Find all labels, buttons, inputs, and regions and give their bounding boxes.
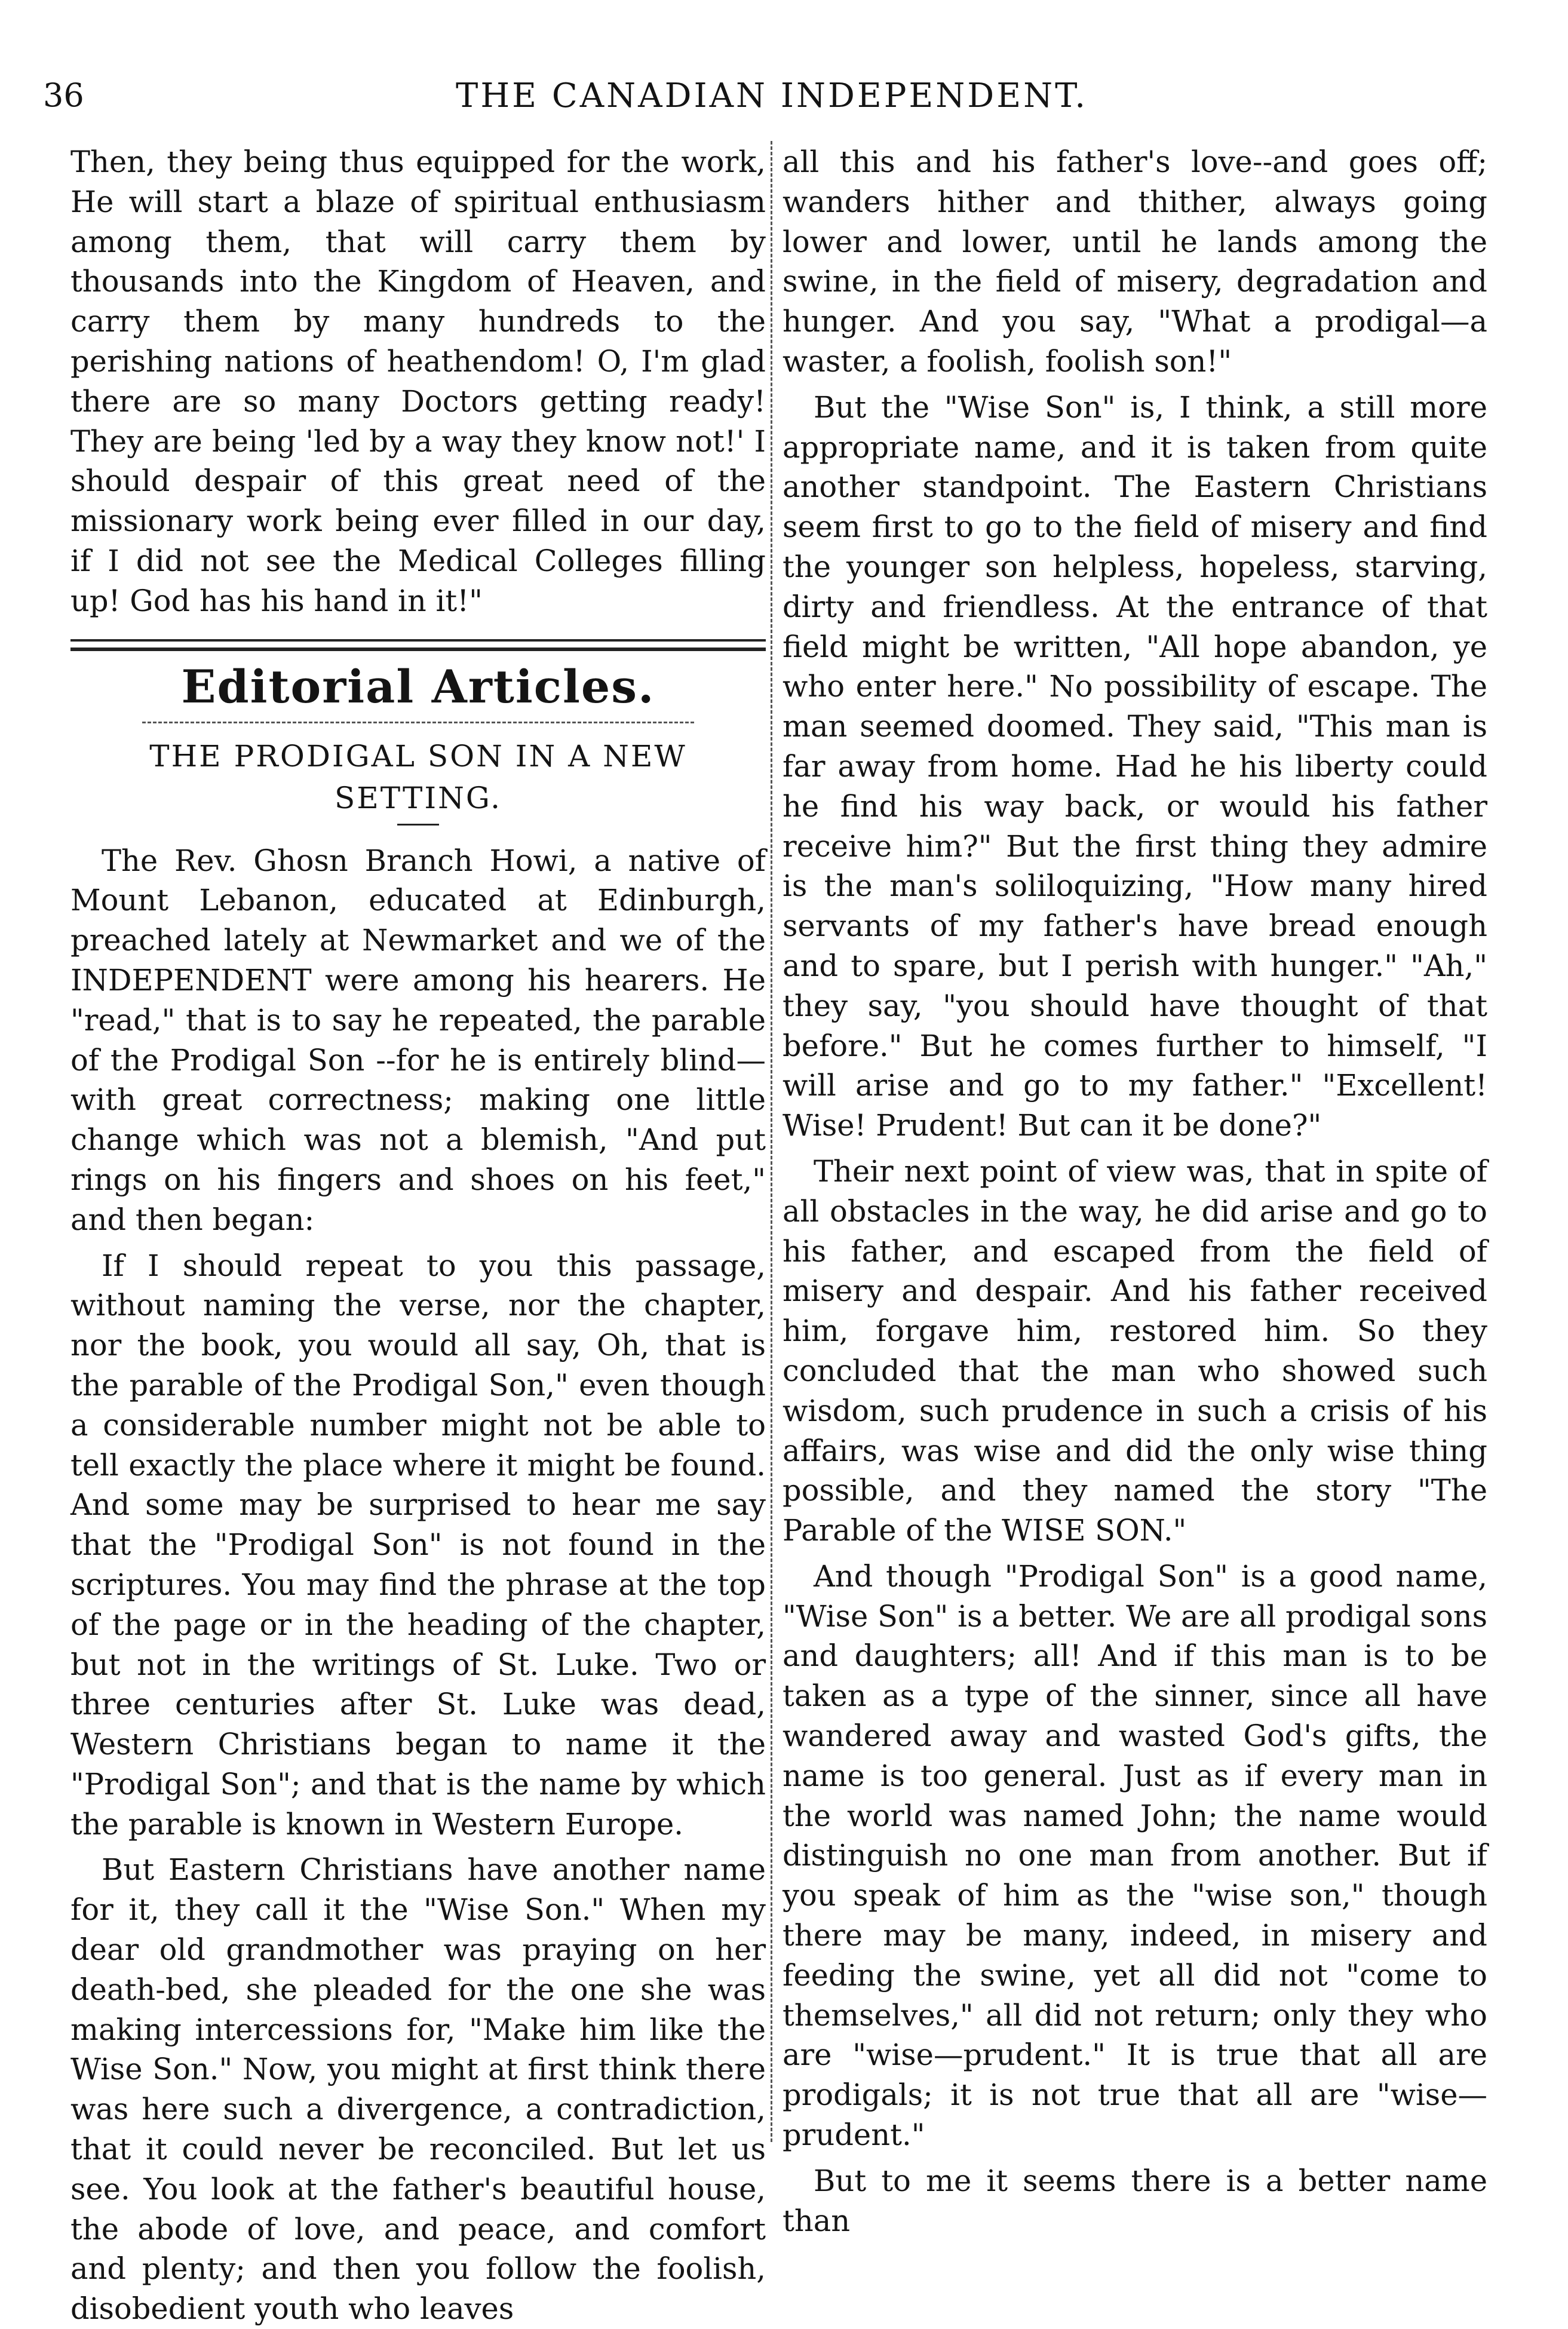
dashed-rule [142,722,694,723]
right-column [783,142,1487,2241]
article-paragraph: all this and his father's love--and goes off; wanders hither and thither, always going lower and lower, until he lands among the swine, in the field of misery, degradation and hunger. And you say, "What a prodigal—a waster, a foolish, foolish son!" [783,145,1487,379]
article-paragraph: And though "Prodigal Son" is a good name, "Wise Son" is a better. We are all prodigal sons and daughters; all! And if this man is to be taken as a type of the sinner, since all have wandered away and wasted God's gifts, the name is too general. Just as if every man in the world was named John; the name would distinguish no one man from another. But if you speak of him as the "wise son," though there may be many, indeed, in misery and feeding the swine, yet all did not "come to themselves," all did not return; only they who are "wise—prudent." It is true that all are prodigals; it is not true that all are "wise—prudent." [783,1558,1487,2153]
column-divider [771,141,772,2142]
page-number: 36 [43,76,84,114]
article-paragraph: If I should repeat to you this passage, without naming the verse, nor the chapter, nor the book, you would all say, Oh, that is the parable of the Prodigal Son," even though a considerable number might not be able to tell exactly the place where it might be found. And some may be surprised to hear me say that the "Prodigal Son" is not found in the scriptures. You may find the phrase at the top of the page or in the heading of the chapter, but not in the writings of St. Luke. Two or three centuries after St. Luke was dead, Western Christians began to name it the "Prodigal Son"; and that is the name by which the parable is known in Western Europe. [70,1248,766,1842]
article-paragraph: But the "Wise Son" is, I think, a still more appropriate name, and it is taken from quite another standpoint. The Eastern Christians seem first to go to the field of misery and find the younger son helpless, hopeless, starving, dirty and friendless. At the entrance of that field might be written, "All hope abandon, ye who enter here." No possibility of escape. The man seemed doomed. They said, "This man is far away from home. Had he his liberty could he find his way back, or would his father receive him?" But the first thing they admire is the man's soliloquizing, "How many hired servants of my father's have bread enough and to spare, but I perish with hunger." "Ah," they say, "you should have thought of that before." But he comes further to himself, "I will arise and go to my father." "Excellent! Wise! Prudent! But can it be done?" [783,389,1487,1143]
section-rule [70,639,766,651]
article-paragraph: The Rev. Ghosn Branch Howi, a native of Mount Lebanon, educated at Edinburgh, preached lately at Newmarket and we of the INDEPENDENT were among his hearers. He "read," that is to say he repeated, the parable of the Prodigal Son --for he is entirely blind—with great correctness; making one little change which was not a blemish, "And put rings on his fingers and shoes on his feet," and then began: [70,843,766,1237]
left-column [70,142,766,2329]
article-title: THE PRODIGAL SON IN A NEW SETTING. [149,738,687,815]
intro-paragraph: Then, they being thus equipped for the work, He will start a blaze of spiritual enthusiasm among them, that will carry them by thousands into the Kingdom of Heaven, and carry them by many hundreds to the perishing nations of heathendom! O, I'm glad there are so many Doctors getting ready! They are being 'led by a way they know not!' I should despair of this great need of the missionary work being ever filled in our day, if I did not see the Medical Colleges filling up! God has his hand in it!" [70,145,766,618]
running-title: THE CANADIAN INDEPENDENT. [455,76,1088,115]
article-paragraph: Their next point of view was, that in spite of all obstacles in the way, he did arise and go to his father, and escaped from the field of misery and despair. And his father received him, forgave him, restored him. So they concluded that the man who showed such wisdom, such prudence in such a crisis of his affairs, was wise and did the only wise thing possible, and they named the story "The Parable of the WISE SON." [783,1153,1487,1548]
title-rule [397,824,439,826]
article-paragraph: But Eastern Christians have another name for it, they call it the "Wise Son." When my dear old grandmother was praying on her death-bed, she pleaded for the one she was making intercessions for, "Make him like the Wise Son." Now, you might at first think there was here such a divergence, a contradiction, that it could never be reconciled. But let us see. You look at the father's beautiful house, the abode of love, and peace, and comfort and plenty; and then you follow the foolish, disobedient youth who leaves [70,1852,766,2327]
article-paragraph: But to me it seems there is a better name than [783,2163,1487,2238]
section-heading: Editorial Articles. [181,659,655,713]
page-header [43,76,1501,130]
